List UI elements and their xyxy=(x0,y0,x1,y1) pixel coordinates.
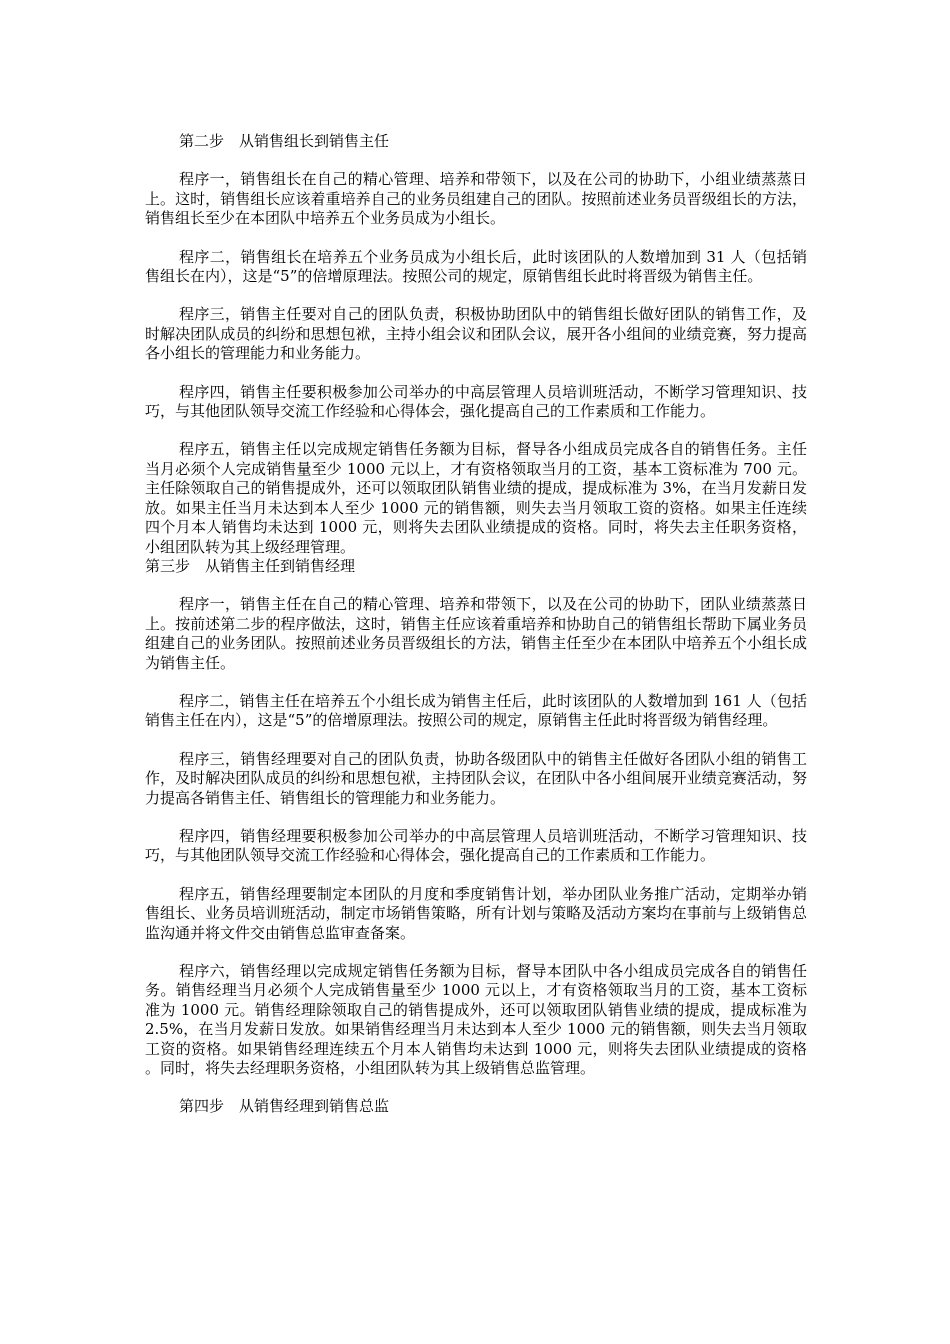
step-3-procedure-6: 程序六，销售经理以完成规定销售任务额为目标，督导本团队中各小组成员完成各自的销售任务。销售经理当月必须个人完成销售量至少 1000 元以上，才有资格领取当月的工资，基本工资标准为 1000 元。销售经理除领取自己的销售提成外，还可以领取团队销售业绩的提成，提成标准为 2.5%，在当月发薪日发放。如果销售经理当月未达到本人至少 1000 元的销售额，则失去当月领取工资的资格。如果销售经理连续五个月本人销售均未达到 1000 元，则将失去团队业绩提成的资格。同时，将失去经理职务资格，小组团队转为其上级销售总监管理。 xyxy=(145,962,807,1078)
step-3-procedure-5: 程序五，销售经理要制定本团队的月度和季度销售计划，举办团队业务推广活动，定期举办销售组长、业务员培训班活动，制定市场销售策略，所有计划与策略及活动方案均在事前与上级销售总监沟通并将文件交由销售总监审查备案。 xyxy=(145,884,807,942)
step-3-heading: 第三步 从销售主任到销售经理 xyxy=(145,556,356,575)
step-3-procedure-3: 程序三，销售经理要对自己的团队负责，协助各级团队中的销售主任做好各团队小组的销售工作，及时解决团队成员的纠纷和思想包袱，主持团队会议，在团队中各小组间展开业绩竞赛活动，努力提高各销售主任、销售组长的管理能力和业务能力。 xyxy=(145,749,807,807)
step-2-procedure-2: 程序二，销售组长在培养五个业务员成为小组长后，此时该团队的人数增加到 31 人（包括销售组长在内），这是“5”的倍增原理法。按照公司的规定，原销售组长此时将晋级为销售主任。 xyxy=(145,247,807,286)
step-3-procedure-4: 程序四，销售经理要积极参加公司举办的中高层管理人员培训班活动，不断学习管理知识、技巧，与其他团队领导交流工作经验和心得体会，强化提高自己的工作素质和工作能力。 xyxy=(145,826,807,865)
step-2-procedure-1: 程序一，销售组长在自己的精心管理、培养和带领下，以及在公司的协助下，小组业绩蒸蒸日上。这时，销售组长应该着重培养自己的业务员组建自己的团队。按照前述业务员晋级组长的方法，销售组长至少在本团队中培养五个业务员成为小组长。 xyxy=(145,170,807,228)
step-2-procedure-3: 程序三，销售主任要对自己的团队负责，积极协助团队中的销售组长做好团队的销售工作，及时解决团队成员的纠纷和思想包袱，主持小组会议和团队会议，展开各小组间的业绩竞赛，努力提高各小组长的管理能力和业务能力。 xyxy=(145,305,807,363)
document-page xyxy=(145,132,807,1136)
step-4-heading: 第四步 从销售经理到销售总监 xyxy=(179,1097,390,1116)
step-2-procedure-4: 程序四，销售主任要积极参加公司举办的中高层管理人员培训班活动，不断学习管理知识、技巧，与其他团队领导交流工作经验和心得体会，强化提高自己的工作素质和工作能力。 xyxy=(145,382,807,421)
step-3-procedure-2: 程序二，销售主任在培养五个小组长成为销售主任后，此时该团队的人数增加到 161 人（包括销售主任在内），这是“5”的倍增原理法。按照公司的规定，原销售主任此时将晋级为销售经理。 xyxy=(145,691,807,730)
step-2-heading: 第二步 从销售组长到销售主任 xyxy=(179,132,390,150)
step-3-procedure-1: 程序一，销售主任在自己的精心管理、培养和带领下，以及在公司的协助下，团队业绩蒸蒸日上。按前述第二步的程序做法，这时，销售主任应该着重培养和协助自己的销售组长帮助下属业务员组建自己的业务团队。按照前述业务员晋级组长的方法，销售主任至少在本团队中培养五个小组长成为销售主任。 xyxy=(145,595,807,672)
step-2-procedure-5: 程序五，销售主任以完成规定销售任务额为目标，督导各小组成员完成各自的销售任务。主任当月必须个人完成销售量至少 1000 元以上，才有资格领取当月的工资，基本工资标准为 700 元。主任除领取自己的销售提成外，还可以领取团队销售业绩的提成，提成标准为 3%，在当月发薪日发放。如果主任当月未达到本人至少 1000 元的销售额，则失去当月领取工资的资格。如果主任连续四个月本人销售均未达到 1000 元，则将失去团队业绩提成的资格。同时，将失去主任职务资格，小组团队转为其上级经理管理。 xyxy=(145,440,807,556)
